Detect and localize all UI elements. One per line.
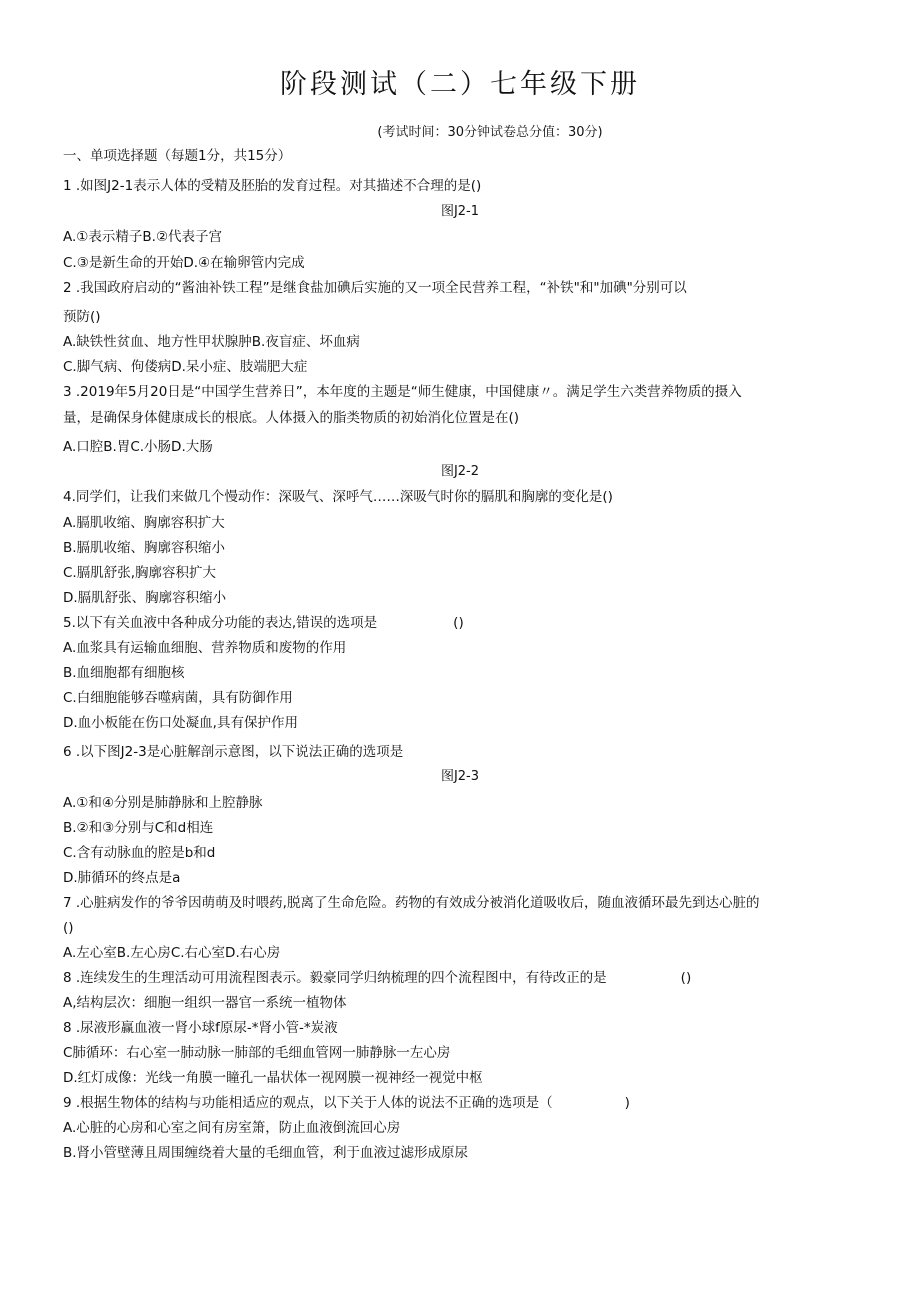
question-5 [63, 614, 464, 632]
q4-option-c: C.膈肌舒张,胸廓容积扩大 [63, 565, 217, 581]
page-title: 阶段测试（二）七年级下册 [280, 69, 640, 100]
question-5-text: 5.以下有关血液中各种成分功能的表达,错误的选项是 [63, 615, 378, 631]
section-heading: 一、单项选择题（每题1分，共15分） [63, 148, 292, 164]
figure-caption-j2-3: 图J2-3 [440, 769, 480, 784]
q5-option-a: A.血浆具有运输血细胞、营养物质和废物的作用 [63, 640, 347, 656]
exam-info: (考试时间：30分钟试卷总分值：30分) [377, 125, 603, 140]
q4-option-b: B.膈肌收缩、胸廓容积缩小 [63, 540, 226, 556]
question-9-text: 9 .根据生物体的结构与功能相适应的观点，以下关于人体的说法不正确的选项是（ [63, 1095, 553, 1111]
q8-option-b: 8 .尿液形赢血液一肾小球f原尿-*肾小管-*炭液 [63, 1020, 338, 1036]
answer-blank: () [680, 970, 692, 986]
q8-option-d: D.红灯成像：光线一角膜一瞳孔一晶状体一视网膜一视神经一视觉中枢 [63, 1070, 483, 1086]
answer-blank: () [453, 615, 464, 631]
q6-option-c: C.含有动脉血的腔是b和d [63, 845, 216, 861]
q2-options-ab: A.缺铁性贫血、地方性甲状腺肿B.夜盲症、坏血病 [63, 334, 360, 350]
question-3: 3 .2019年5月20日是“中国学生营养日”，本年度的主题是“师生健康，中国健康〃。满足学生六类营养物质的摄入 [63, 384, 742, 400]
q7-options: A.左心室B.左心房C.右心室D.右心房 [63, 945, 281, 961]
figure-caption-j2-2: 图J2-2 [440, 464, 480, 479]
question-1: 1 .如图J2-1表示人体的受精及胚胎的发育过程。对其描述不合理的是() [63, 178, 482, 194]
q8-option-c: C肺循环：右心室一肺动脉一肺部的毛细血管网一肺静脉一左心房 [63, 1045, 451, 1061]
q4-option-d: D.膈肌舒张、胸廓容积缩小 [63, 590, 227, 606]
question-9 [63, 1094, 630, 1112]
question-7-cont: () [63, 920, 74, 936]
q4-option-a: A.膈肌收缩、胸廓容积扩大 [63, 515, 225, 531]
question-7: 7 .心脏病发作的爷爷因萌萌及时喂药,脱离了生命危险。药物的有效成分被消化道吸收后，随血液循环最先到达心脏的 [63, 895, 760, 911]
q1-options-cd: C.③是新生命的开始D.④在输卵管内完成 [63, 255, 305, 271]
question-2: 2 .我国政府启动的“酱油补铁工程”是继食盐加碘后实施的又一项全民营养工程，“补铁"和"加碘"分别可以 [63, 280, 687, 296]
q9-option-b: B.肾小管壁薄且周围缠绕着大量的毛细血管，利于血液过滤形成原尿 [63, 1145, 469, 1161]
figure-caption-j2-1: 图J2-1 [440, 204, 480, 219]
q5-option-d: D.血小板能在伤口处凝血,具有保护作用 [63, 715, 298, 731]
q1-options-ab: A.①表示精子B.②代表子宫 [63, 229, 223, 245]
q6-option-b: B.②和③分别与C和d相连 [63, 820, 214, 836]
q8-option-a: A,结构层次：细胞一组织一器官一系统一植物体 [63, 995, 347, 1011]
answer-blank: ) [624, 1095, 630, 1111]
q6-option-d: D.肺循环的终点是a [63, 870, 181, 886]
q3-options: A.口腔B.胃C.小肠D.大肠 [63, 439, 213, 455]
q6-option-a: A.①和④分别是肺静脉和上腔静脉 [63, 795, 263, 811]
q9-option-a: A.心脏的心房和心室之间有房室箫，防止血液倒流回心房 [63, 1120, 401, 1136]
question-6: 6 .以下图J2-3是心脏解剖示意图，以下说法正确的选项是 [63, 744, 404, 760]
q5-option-b: B.血细胞都有细胞核 [63, 665, 185, 681]
question-2-cont: 预防() [63, 309, 101, 325]
question-3-cont: 量，是确保身体健康成长的根底。人体摄入的脂类物质的初始消化位置是在() [63, 410, 520, 426]
question-8 [63, 969, 691, 987]
question-4: 4.同学们，让我们来做几个慢动作：深吸气、深呼气……深吸气时你的膈肌和胸廓的变化是() [63, 489, 613, 505]
q2-options-cd: C.脚气病、佝偻病D.呆小症、肢端肥大症 [63, 359, 308, 375]
q5-option-c: C.白细胞能够吞噬病菌，具有防御作用 [63, 690, 293, 706]
question-8-text: 8 .连续发生的生理活动可用流程图表示。毅豪同学归纳梳理的四个流程图中，有待改正的是 [63, 970, 607, 986]
